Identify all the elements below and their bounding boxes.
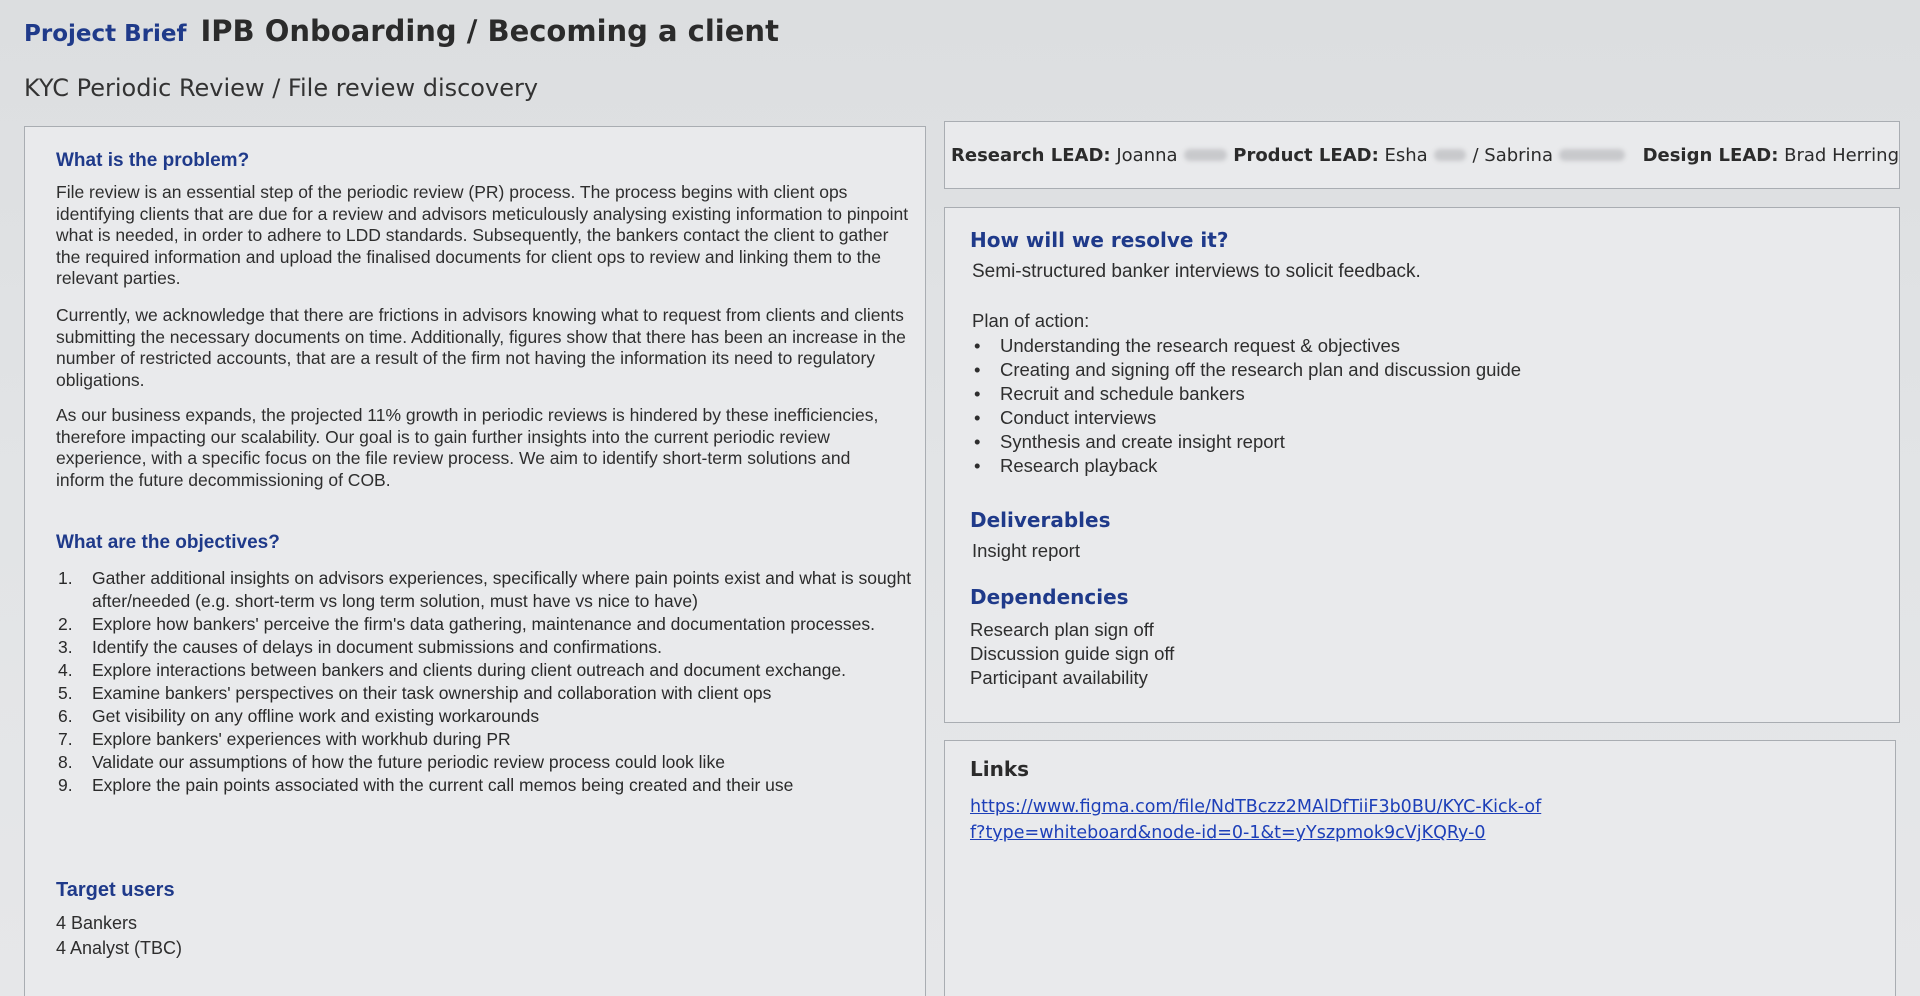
dependency-item: Participant availability: [970, 667, 1148, 688]
objective-item: 6. Get visibility on any offline work and existing workarounds: [58, 706, 540, 726]
plan-item: • Understanding the research request & objectives: [972, 334, 1872, 358]
objectives-heading: What are the objectives?: [56, 532, 280, 553]
objective-item: 5. Examine bankers' perspectives on their task ownership and collaboration with client ops: [58, 683, 772, 703]
resolve-panel: [944, 207, 1900, 723]
plan-label: Plan of action:: [972, 310, 1090, 331]
problem-paragraph-2: Currently, we acknowledge that there are frictions in advisors knowing what to request from clients and clients submitting the necessary documents on time. Additionally, figures show that there has been an increase in the number of restricted accounts, that are a result of the firm not having the information its need to regulatory obligations.: [56, 305, 906, 390]
leads-panel: [944, 121, 1900, 189]
objective-item: 8. Validate our assumptions of how the future periodic review process could look like: [58, 752, 725, 772]
dependencies-heading: Dependencies: [970, 585, 1129, 609]
research-lead-name: Joanna: [1116, 144, 1178, 166]
objectives-list: [56, 567, 926, 797]
brief-label: Project Brief: [24, 21, 187, 47]
links-list: [970, 794, 1550, 846]
objective-item: 4. Explore interactions between bankers and clients during client outreach and document exchange.: [58, 660, 846, 680]
links-heading: Links: [970, 757, 1030, 781]
objective-item: 3. Identify the causes of delays in document submissions and confirmations.: [58, 637, 663, 657]
brief-subtitle: KYC Periodic Review / File review discovery: [24, 74, 539, 102]
dependency-item: Discussion guide sign off: [970, 643, 1175, 664]
research-lead-label: Research LEAD:: [951, 144, 1111, 166]
product-lead-label: Product LEAD:: [1233, 144, 1379, 166]
product-lead-name-2: / Sabrina: [1472, 144, 1553, 166]
plan-item: • Recruit and schedule bankers: [972, 382, 1872, 406]
redacted-surname: [1559, 149, 1625, 161]
problem-paragraph-1: File review is an essential step of the periodic review (PR) process. The process begins with client ops identifying clients that are due for a review and advisors meticulously analysing existing information to pinpoint what is needed, in order to adhere to LDD standards. Subsequently, the bankers contact the client to gather the required information and upload the finalised documents for client ops to review and linking them to the relevant parties.: [56, 182, 909, 288]
problem-heading: What is the problem?: [56, 150, 250, 171]
plan-item: • Research playback: [972, 454, 1872, 478]
dependency-item: Research plan sign off: [970, 619, 1154, 640]
redacted-surname: [1184, 149, 1228, 161]
plan-item: • Creating and signing off the research plan and discussion guide: [972, 358, 1872, 382]
plan-item: • Conduct interviews: [972, 406, 1872, 430]
deliverables-heading: Deliverables: [970, 508, 1111, 532]
dependencies-list: [970, 618, 1174, 690]
plan-list: [972, 334, 1872, 478]
header: [24, 14, 779, 48]
objective-item: 1. Gather additional insights on advisors experiences, specifically where pain points exist and what is sought after/needed (e.g. short-term vs long term solution, must have vs nice to have): [58, 568, 912, 611]
target-users-heading: Target users: [56, 879, 175, 901]
resolve-heading: How will we resolve it?: [970, 228, 1229, 252]
objective-item: 7. Explore bankers' experiences with workhub during PR: [58, 729, 511, 749]
design-lead-label: Design LEAD:: [1642, 144, 1779, 166]
plan-item: • Synthesis and create insight report: [972, 430, 1872, 454]
target-user-item: 4 Bankers: [56, 913, 138, 933]
design-lead-name: Brad Herring: [1784, 144, 1899, 166]
resolve-summary: Semi-structured banker interviews to solicit feedback.: [972, 261, 1421, 282]
problem-objectives-panel: [24, 126, 926, 996]
redacted-surname: [1434, 149, 1467, 161]
links-panel: [944, 740, 1896, 996]
target-users-list: [56, 911, 182, 961]
objective-item: 9. Explore the pain points associated with the current call memos being created and their use: [58, 775, 794, 795]
target-user-item: 4 Analyst (TBC): [56, 938, 183, 958]
brief-title: IPB Onboarding / Becoming a client: [200, 14, 779, 48]
product-lead-name: Esha: [1384, 144, 1428, 166]
figma-whiteboard-link[interactable]: https://www.figma.com/file/NdTBczz2MAlDfTiiF3b0BU/KYC-Kick-off?type=whiteboard&node-id=0-1&t=yYszpmok9cVjKQRy-0: [970, 797, 1542, 843]
deliverable-item: Insight report: [972, 540, 1080, 561]
problem-paragraph-3: As our business expands, the projected 11% growth in periodic reviews is hindered by these inefficiencies, therefore impacting our scalability. Our goal is to gain further insights into the current periodic review experience, with a specific focus on the file review process. We aim to identify short-term solutions and inform the future decommissioning of COB.: [56, 405, 879, 490]
objective-item: 2. Explore how bankers' perceive the firm's data gathering, maintenance and documentation processes.: [58, 614, 875, 634]
